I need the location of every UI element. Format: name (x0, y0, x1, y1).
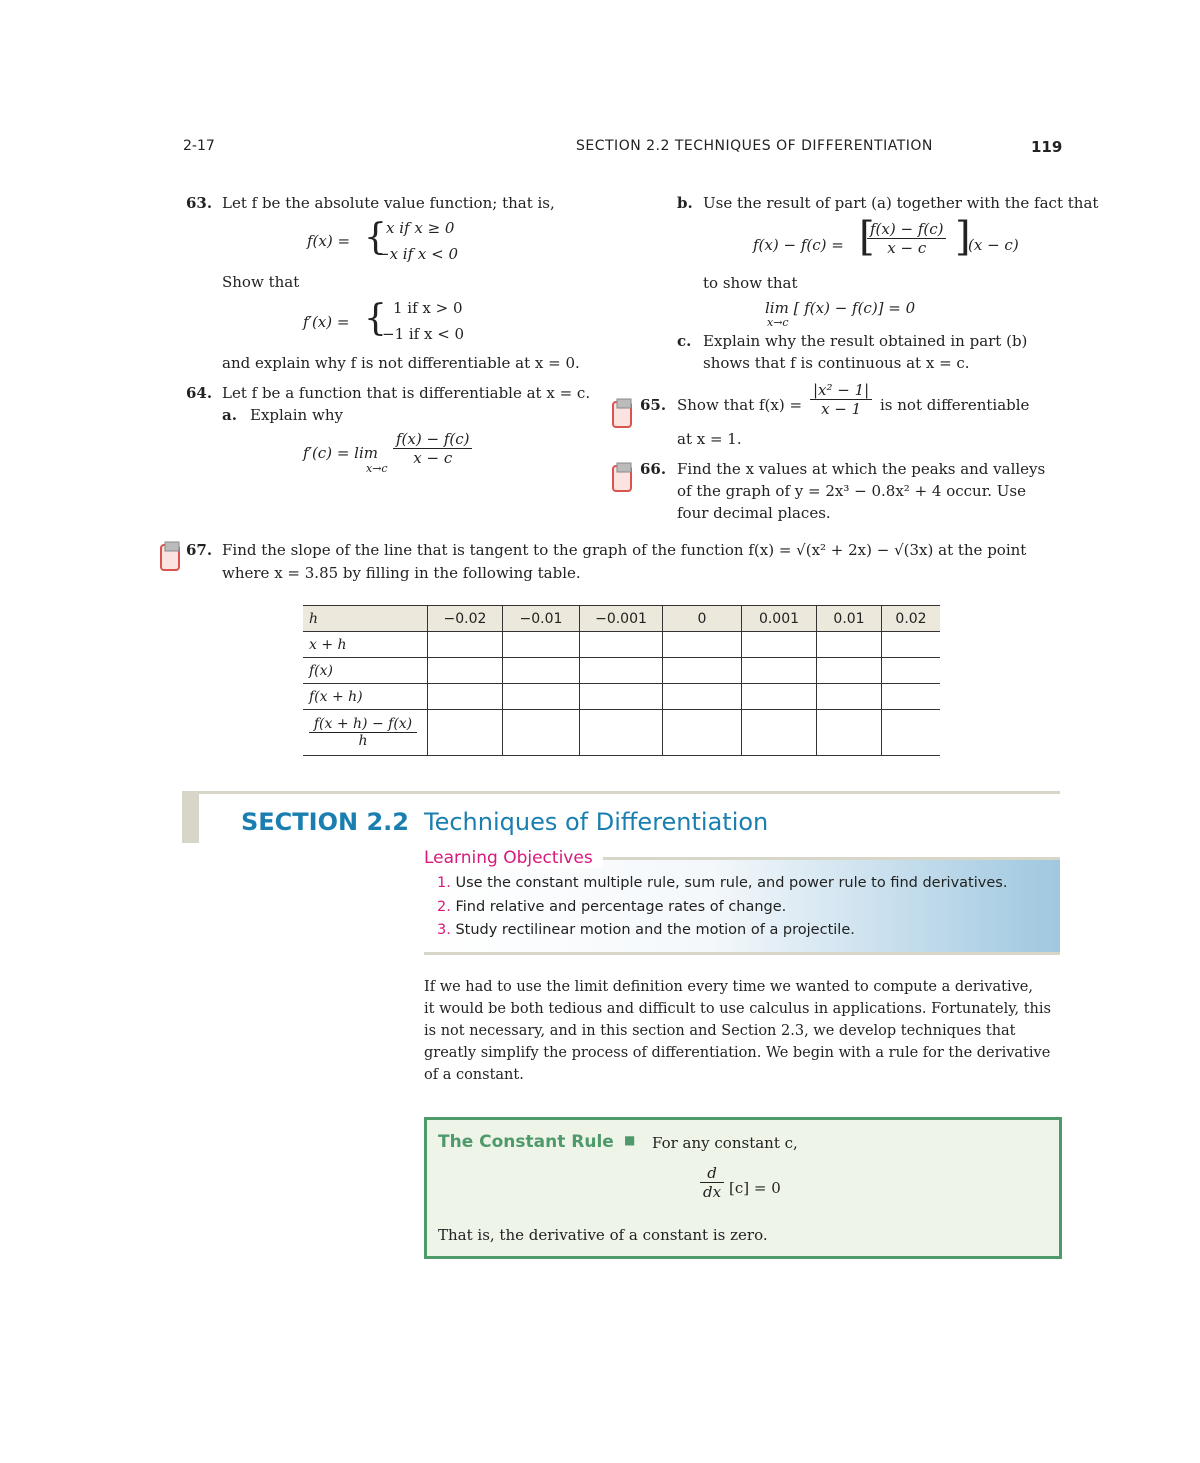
paragraph-line: of a constant. (424, 1067, 524, 1083)
problem-64b-text: Use the result of part (a) together with the fact that (703, 194, 1099, 212)
running-head: SECTION 2.2 TECHNIQUES OF DIFFERENTIATION (576, 138, 933, 154)
table-cell[interactable] (742, 658, 817, 684)
row-label-fraction (303, 710, 428, 756)
rule-note: That is, the derivative of a constant is zero. (438, 1226, 768, 1244)
table-cell[interactable] (428, 710, 503, 756)
table-row (303, 632, 940, 658)
problem-64b-lhs: f(x) − f(c) = (753, 236, 844, 254)
table-cell[interactable] (817, 632, 882, 658)
table-cell[interactable] (663, 632, 742, 658)
problem-64a-lhs: f′(c) = lim (303, 444, 378, 462)
paragraph-line: If we had to use the limit definition every time we wanted to compute a derivative, (424, 979, 1033, 995)
problem-63-intro: Let f be the absolute value function; that is, (222, 194, 555, 212)
objective-2 (437, 899, 786, 915)
table-row (303, 658, 940, 684)
table-cell[interactable] (663, 710, 742, 756)
problem-65-denominator: x − 1 (821, 400, 862, 418)
bracket-left: [ (859, 214, 875, 260)
brace-2: { (364, 298, 387, 339)
table-cell[interactable] (580, 658, 663, 684)
section-label: SECTION 2.2 (241, 808, 409, 836)
table-header: 0 (663, 606, 742, 632)
table-header: 0.01 (817, 606, 882, 632)
table-cell[interactable] (503, 658, 580, 684)
problem-63-lhs: f(x) = (307, 232, 351, 250)
problem-64b-label: b. (677, 194, 693, 212)
row-label: x + h (303, 632, 428, 658)
problem-67-number: 67. (186, 541, 213, 559)
problem-64b-show: to show that (703, 274, 798, 292)
problem-64c-label: c. (677, 332, 692, 350)
table-header-row (303, 606, 940, 632)
table-row (303, 710, 940, 756)
table-cell[interactable] (580, 684, 663, 710)
problem-63-case4: −1 if x < 0 (382, 325, 465, 343)
paragraph-line: greatly simplify the process of differentiation. We begin with a rule for the derivative (424, 1045, 1051, 1061)
rule-title: The Constant Rule (438, 1132, 614, 1152)
table-cell[interactable] (428, 632, 503, 658)
problem-66-line1: Find the x values at which the peaks and valleys (677, 460, 1046, 478)
intro-paragraph (424, 976, 1064, 1086)
problem-67-line2: where x = 3.85 by filling in the following table. (222, 564, 581, 582)
objective-number: 3. (437, 922, 451, 938)
table-cell[interactable] (742, 684, 817, 710)
table-cell[interactable] (503, 632, 580, 658)
problem-65-number: 65. (640, 396, 667, 414)
table-cell[interactable] (663, 658, 742, 684)
problem-64b-denominator: x − c (887, 239, 927, 257)
objective-text: Use the constant multiple rule, sum rule, and power rule to find derivatives. (455, 875, 1008, 891)
paragraph-line: it would be both tedious and difficult to use calculus in applications. Fortunately, this (424, 1001, 1051, 1017)
problem-63-lhs2: f′(x) = (303, 313, 350, 331)
problem-64b-rhs: (x − c) (968, 236, 1019, 254)
calculator-icon (160, 541, 180, 571)
problem-67-line1: Find the slope of the line that is tangent to the graph of the function f(x) = √(x² + 2x) − √(3x) at the point (222, 541, 1027, 559)
problem-64-intro: Let f be a function that is differentiable at x = c. (222, 384, 591, 402)
table-header: −0.001 (580, 606, 663, 632)
calculator-icon (612, 398, 632, 428)
problem-63-show: Show that (222, 273, 300, 291)
table-cell[interactable] (580, 710, 663, 756)
table-header: −0.01 (503, 606, 580, 632)
problem-65-post: is not differentiable (880, 396, 1030, 414)
problem-63-case2: −x if x < 0 (377, 245, 459, 263)
row-label: f(x + h) (303, 684, 428, 710)
table-cell[interactable] (742, 710, 817, 756)
table-cell[interactable] (742, 632, 817, 658)
objective-text: Find relative and percentage rates of change. (455, 899, 787, 915)
table-header: −0.02 (428, 606, 503, 632)
difference-quotient-denominator: h (358, 733, 368, 749)
difference-quotient (309, 716, 417, 749)
objective-number: 1. (437, 875, 451, 891)
table-header: 0.001 (742, 606, 817, 632)
learning-objectives-heading: Learning Objectives (424, 848, 603, 868)
table-cell[interactable] (882, 658, 941, 684)
table-cell[interactable] (817, 658, 882, 684)
bracket-right: ] (955, 214, 971, 260)
problem-64a-numerator: f(x) − f(c) (393, 430, 472, 449)
problem-66-line3: four decimal places. (677, 504, 831, 522)
page-number: 119 (1031, 138, 1063, 156)
table-cell[interactable] (580, 632, 663, 658)
problem-63-case3: 1 if x > 0 (393, 299, 463, 317)
derivative-numerator: d (700, 1164, 724, 1183)
problem-64b-fraction (867, 220, 946, 257)
derivative-denominator: dx (703, 1183, 722, 1201)
rule-bullet: ■ (624, 1133, 636, 1147)
problem-64b-limit: lim [ f(x) − f(c)] = 0 (765, 299, 916, 317)
table-row (303, 684, 940, 710)
table-cell[interactable] (882, 632, 941, 658)
table-header: 0.02 (882, 606, 941, 632)
table-cell[interactable] (428, 684, 503, 710)
problem-64a-denominator: x − c (413, 449, 453, 467)
section-rule (199, 791, 1060, 794)
table-cell[interactable] (817, 684, 882, 710)
problem-65-pre: Show that f(x) = (677, 396, 803, 414)
table-cell[interactable] (428, 658, 503, 684)
problem-63-number: 63. (186, 194, 213, 212)
table-cell[interactable] (817, 710, 882, 756)
table-cell[interactable] (882, 684, 941, 710)
slope-table (303, 605, 940, 756)
brace-1: { (364, 217, 387, 258)
table-cell[interactable] (663, 684, 742, 710)
problem-63-explain: and explain why f is not differentiable at x = 0. (222, 354, 580, 372)
calculator-icon (612, 462, 632, 492)
problem-65-numerator: |x² − 1| (810, 381, 872, 400)
problem-66-line2: of the graph of y = 2x³ − 0.8x² + 4 occur. Use (677, 482, 1026, 500)
page-code: 2-17 (183, 138, 215, 154)
table-cell[interactable] (503, 710, 580, 756)
objective-number: 2. (437, 899, 451, 915)
problem-64a-label: a. (222, 406, 237, 424)
row-label: f(x) (303, 658, 428, 684)
rule-intro: For any constant c, (652, 1134, 798, 1152)
problem-63-case1: x if x ≥ 0 (386, 219, 455, 237)
problem-64a-fraction (393, 430, 472, 467)
problem-64a-sub: x→c (366, 462, 388, 475)
derivative-operator (700, 1164, 724, 1201)
problem-64a-text: Explain why (250, 406, 343, 424)
problem-64c-text1: Explain why the result obtained in part (b) (703, 332, 1028, 350)
objective-1 (437, 875, 1007, 891)
table-cell[interactable] (882, 710, 941, 756)
objective-text: Study rectilinear motion and the motion of a projectile. (455, 922, 855, 938)
section-title: Techniques of Differentiation (424, 808, 769, 836)
problem-65-fraction (810, 381, 872, 418)
difference-quotient-numerator: f(x + h) − f(x) (309, 716, 417, 733)
objective-3 (437, 922, 855, 938)
problem-64c-text2: shows that f is continuous at x = c. (703, 354, 970, 372)
problem-64-number: 64. (186, 384, 213, 402)
problem-64b-numerator: f(x) − f(c) (867, 220, 946, 239)
problem-65-line2: at x = 1. (677, 430, 742, 448)
section-bar (182, 791, 199, 843)
table-cell[interactable] (503, 684, 580, 710)
problem-66-number: 66. (640, 460, 667, 478)
problem-64b-sub: x→c (767, 316, 789, 329)
rule-rhs: [c] = 0 (729, 1179, 781, 1197)
paragraph-line: is not necessary, and in this section and Section 2.3, we develop techniques that (424, 1023, 1016, 1039)
table-header-h: h (303, 606, 428, 632)
